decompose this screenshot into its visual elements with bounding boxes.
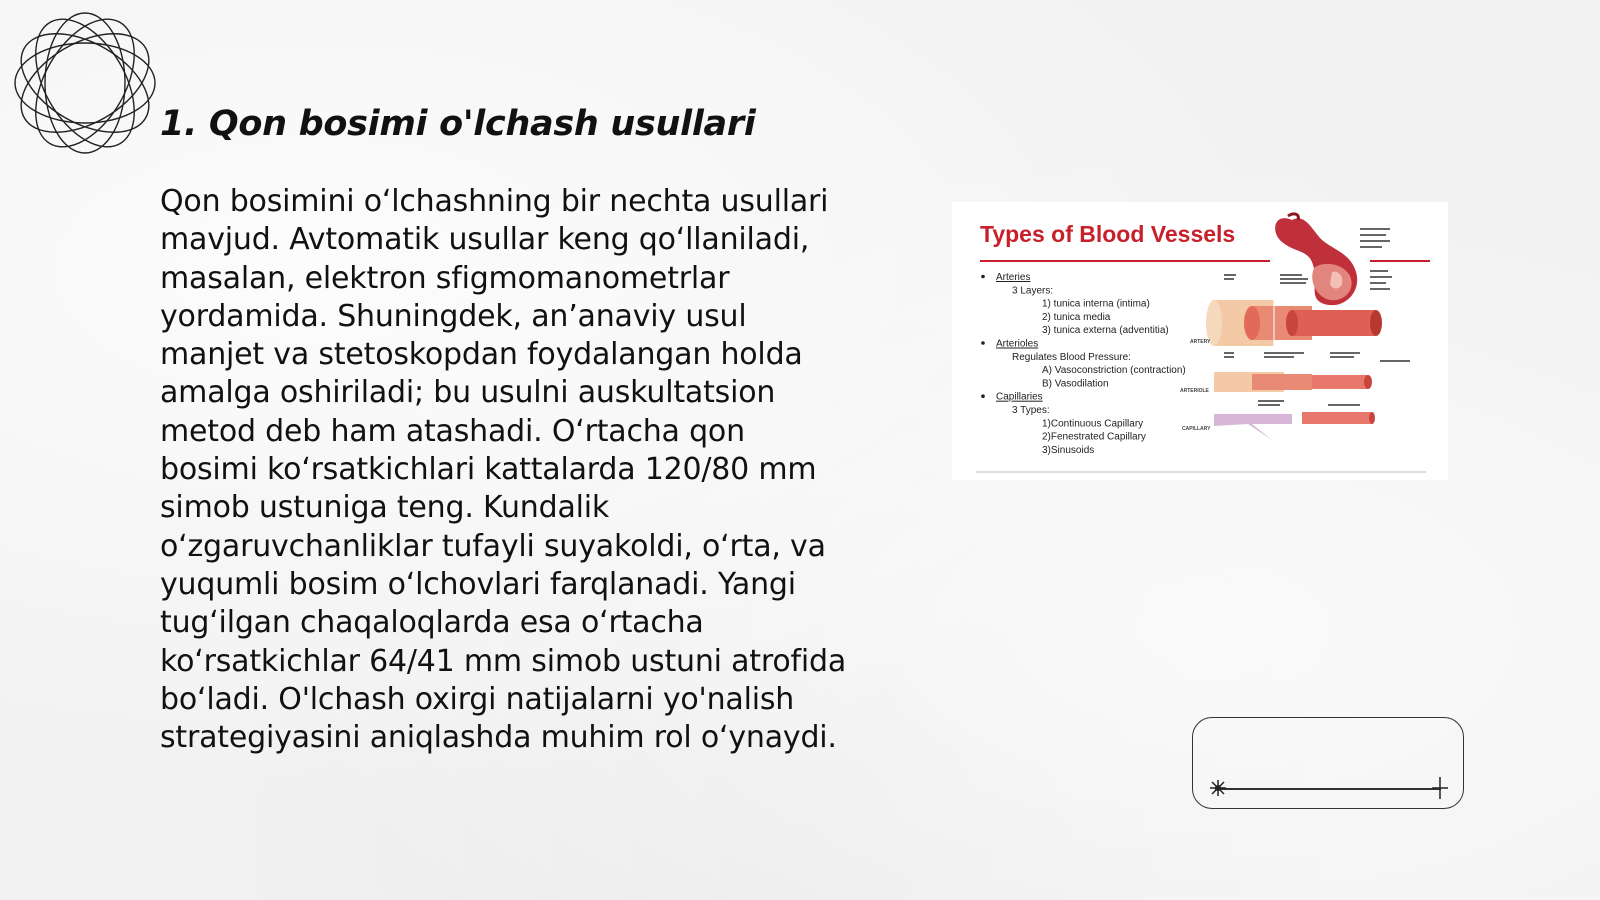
slider-track[interactable] — [1215, 788, 1441, 790]
figure-list-item: 3 Types: — [1012, 405, 1050, 416]
figure-list-item: 1)Continuous Capillary — [1042, 418, 1144, 430]
figure-list — [981, 272, 1186, 456]
slide-body-text: Qon bosimini o‘lchashning bir nechta usullari mavjud. Avtomatik usullar keng qo‘llaniladi, masalan, elektron sfigmomanometrlar yordamida. Shuningdek, an’anaviy usul manjet va stetoskopdan foydalangan holda amalga oshiriladi; bu usulni auskultatsion metod deb ham atashadi. O‘rtacha qon bosimi ko‘rsatkichlari kattalarda 120/80 mm simob ustuniga teng. Kundalik o‘zgaruvchanliklar tufayli suyakoldi, o‘rta, va yuqumli bosim o‘lchovlari farqlanadi. Yangi tug‘ilgan chaqaloqlarda esa o‘rtacha ko‘rsatkichlar 64/41 mm simob ustuni atrofida bo‘ladi. O'lchash oxirgi natijalarni yo'nalish strategiyasini aniqlashda muhim rol o‘ynaydi. — [160, 184, 847, 756]
figure-list-item: B) Vasodilation — [1042, 378, 1109, 390]
crosshair-icon[interactable] — [1429, 777, 1451, 799]
figure-list-item: 3)Sinusoids — [1042, 444, 1095, 456]
figure-list-item: Capillaries — [996, 391, 1043, 403]
figure-list-item: 3) tunica externa (adventitia) — [1042, 325, 1169, 337]
blood-vessels-figure — [952, 202, 1448, 480]
figure-list-item: 2)Fenestrated Capillary — [1042, 431, 1146, 443]
figure-title: Types of Blood Vessels — [980, 221, 1236, 247]
slide-title: 1. Qon bosimi o'lchash usullari — [160, 104, 756, 144]
figure-list-bullet — [981, 275, 985, 279]
figure-list-item: A) Vasoconstriction (contraction) — [1042, 365, 1186, 377]
figure-list-item: 3 Layers: — [1012, 285, 1054, 297]
figure-list-item: 1) tunica interna (intima) — [1042, 298, 1150, 310]
figure-list-bullet — [981, 341, 985, 345]
capillary-illustration — [1214, 412, 1375, 440]
heart-illustration — [1275, 214, 1357, 305]
figure-list-item: Regulates Blood Pressure: — [1012, 351, 1131, 363]
vessel-label-arteriole: ARTERIOLE — [1180, 388, 1209, 394]
sparkle-icon — [1208, 778, 1228, 798]
slider-control[interactable] — [1192, 717, 1464, 809]
figure-list-item: Arterioles — [996, 338, 1039, 350]
vessel-label-artery: ARTERY — [1190, 339, 1211, 345]
figure-list-item: 2) tunica media — [1042, 311, 1111, 323]
figure-list-item: Arteries — [996, 272, 1031, 283]
artery-illustration — [1206, 300, 1382, 346]
figure-list-bullet — [981, 394, 985, 398]
arteriole-illustration — [1214, 372, 1372, 392]
ornament-rings-icon — [10, 8, 160, 158]
vessel-label-capillary: CAPILLARY — [1182, 426, 1211, 432]
